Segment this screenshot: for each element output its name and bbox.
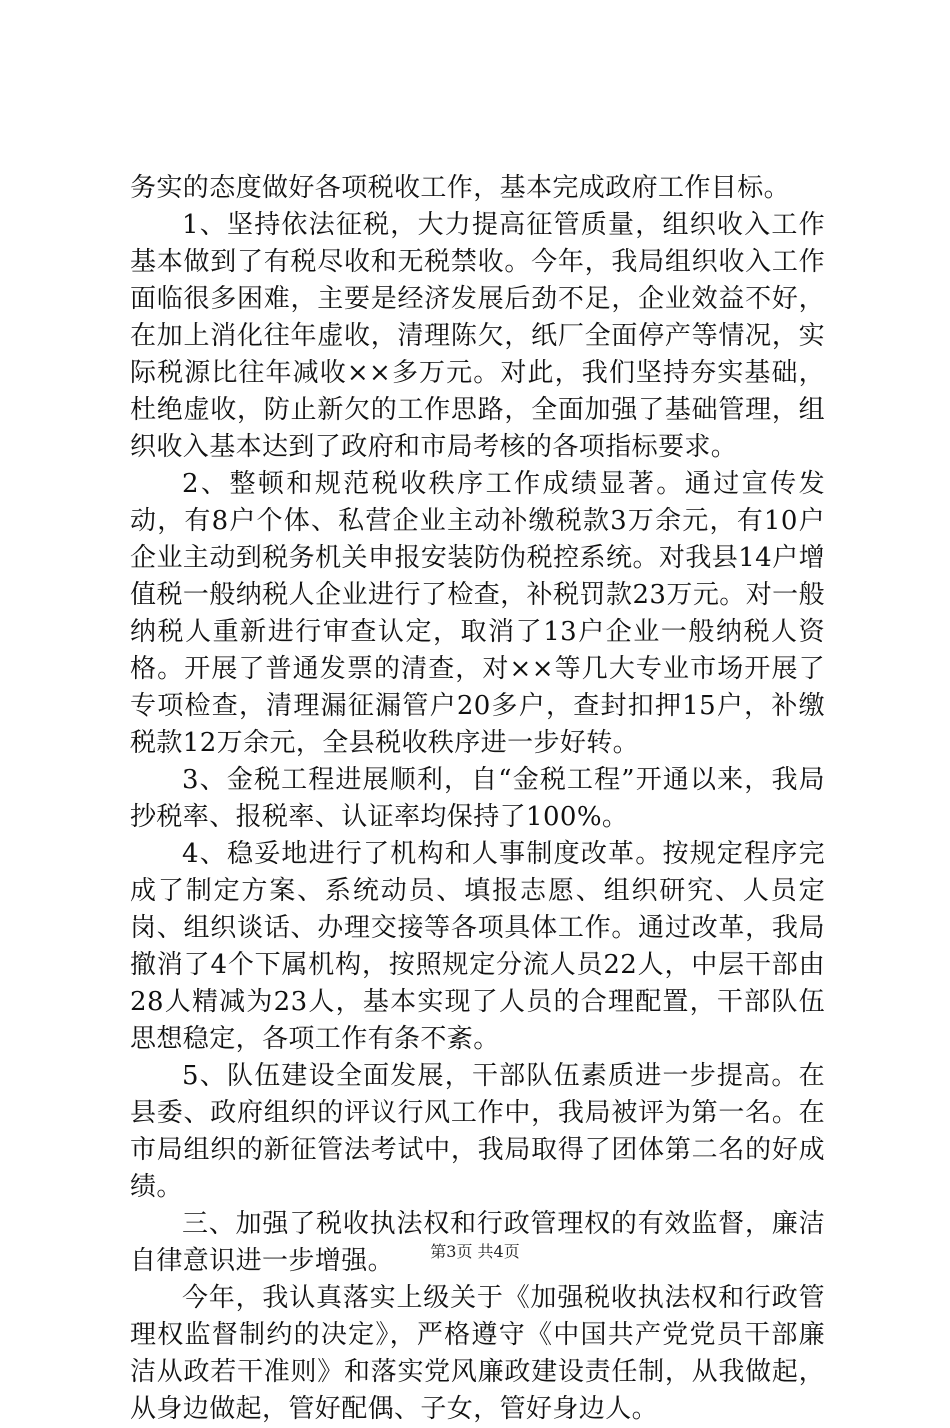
paragraph-item-4-reform: 4、稳妥地进行了机构和人事制度改革。按规定程序完成了制定方案、系统动员、填报志愿、组织研究、人员定岗、组织谈话、办理交接等各项具体工作。通过改革，我局撤消了4个下属机构，按照规定分流人员22人，中层干部由28人精减为23人，基本实现了人员的合理配置，干部队伍思想稳定，各项工作有条不紊。	[130, 839, 825, 1054]
paragraph-item-5-team-building: 5、队伍建设全面发展，干部队伍素质进一步提高。在县委、政府组织的评议行风工作中，我局被评为第一名。在市局组织的新征管法考试中，我局取得了团体第二名的好成绩。	[130, 1061, 825, 1202]
paragraph-item-3-golden-tax: 3、金税工程进展顺利，自“金税工程”开通以来，我局抄税率、报税率、认证率均保持了100%。	[130, 765, 825, 832]
section-heading-three: 三、加强了税收执法权和行政管理权的有效监督，廉洁自律意识进一步增强。	[130, 1209, 825, 1276]
paragraph-supervision: 今年，我认真落实上级关于《加强税收执法权和行政管理权监督制约的决定》，严格遵守《中国共产党党员干部廉洁从政若干准则》和落实党风廉政建设责任制，从我做起，从身边做起，管好配偶、子女，管好身边人。	[130, 1283, 825, 1424]
paragraph-item-1-tax-collection: 1、坚持依法征税，大力提高征管质量，组织收入工作基本做到了有税尽收和无税禁收。今年，我局组织收入工作面临很多困难，主要是经济发展后劲不足，企业效益不好，在加上消化往年虚收，清理陈欠，纸厂全面停产等情况，实际税源比往年减收××多万元。对此，我们坚持夯实基础，杜绝虚收，防止新欠的工作思路，全面加强了基础管理，组织收入基本达到了政府和市局考核的各项指标要求。	[130, 210, 825, 462]
page-number-footer: 第3页 共4页	[430, 1242, 520, 1261]
paragraph-continuation: 务实的态度做好各项税收工作，基本完成政府工作目标。	[130, 173, 791, 203]
document-body	[130, 170, 825, 1428]
paragraph-item-2-tax-order: 2、整顿和规范税收秩序工作成绩显著。通过宣传发动，有8户个体、私营企业主动补缴税款3万余元，有10户企业主动到税务机关申报安装防伪税控系统。对我县14户增值税一般纳税人企业进行了检查，补税罚款23万元。对一般纳税人重新进行审查认定，取消了13户企业一般纳税人资格。开展了普通发票的清查，对××等几大专业市场开展了专项检查，清理漏征漏管户20多户，查封扣押15户，补缴税款12万余元，全县税收秩序进一步好转。	[130, 469, 825, 758]
